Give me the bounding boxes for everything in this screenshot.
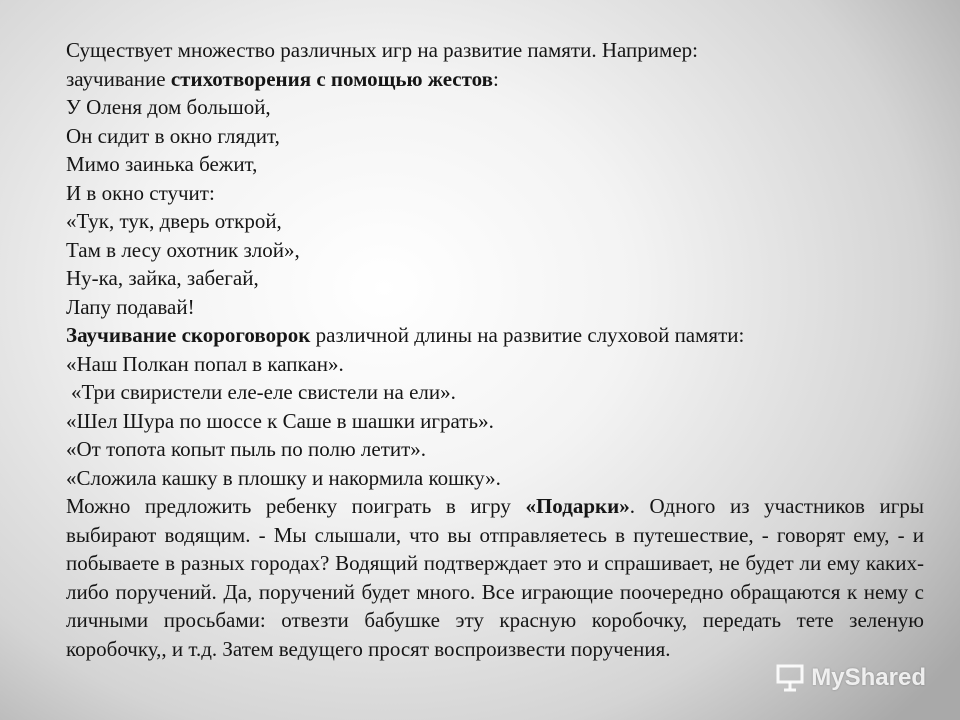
poem-line: У Оленя дом большой, xyxy=(66,95,271,119)
poem-line: Лапу подавай! xyxy=(66,294,195,319)
watermark-text: MyShared xyxy=(811,664,926,691)
poem-line: И в окно стучит: xyxy=(66,180,215,205)
tongue-twister: «Наш Полкан попал в капкан». xyxy=(66,351,344,376)
watermark-logo xyxy=(775,664,926,692)
poem-line: Ну-ка, зайка, забегай, xyxy=(66,266,259,290)
poem-line: Там в лесу охотник злой», xyxy=(66,237,300,262)
tongue-twister: «Шел Шура по шоссе к Саше в шашки играть». xyxy=(66,408,494,433)
poem-line: Он сидит в окно глядит, xyxy=(66,123,280,148)
game-description-paragraph: Можно предложить ребенку поиграть в игру «Подарки». Одного из участников игры выбирают водящим. - Мы слышали, что вы отправляетесь в путешествие, - говорят ему, - и побываете в разных городах? Водящий подтверждает это и спрашивает, не будет ли ему каких-либо поручений. Да, поручений будет много. Все играющие поочередно обращаются к нему с личными просьбами: отвезти бабушке эту красную коробочку, передать тете зеленую коробочку,, и т.д. Затем ведущего просят воспроизвести поручения. xyxy=(66,494,924,661)
tongue-twister: «Три свиристели еле-еле свистели на ели». xyxy=(71,380,456,404)
presentation-board-icon xyxy=(775,664,805,692)
poem-line: «Тук, тук, дверь открой, xyxy=(66,209,282,233)
tongue-twister: «От топота копыт пыль по полю летит». xyxy=(66,437,427,461)
poem-line: Мимо заинька бежит, xyxy=(66,152,258,176)
text-line: заучивание стихотворения с помощью жестов: xyxy=(66,66,499,91)
text-line: Существует множество различных игр на развитие памяти. Например: xyxy=(66,38,698,62)
tongue-twister: «Сложила кашку в плошку и накормила кошку». xyxy=(66,465,501,490)
slide-text xyxy=(66,36,924,663)
text-line: Заучивание скороговорок различной длины на развитие слуховой памяти: xyxy=(66,323,745,347)
